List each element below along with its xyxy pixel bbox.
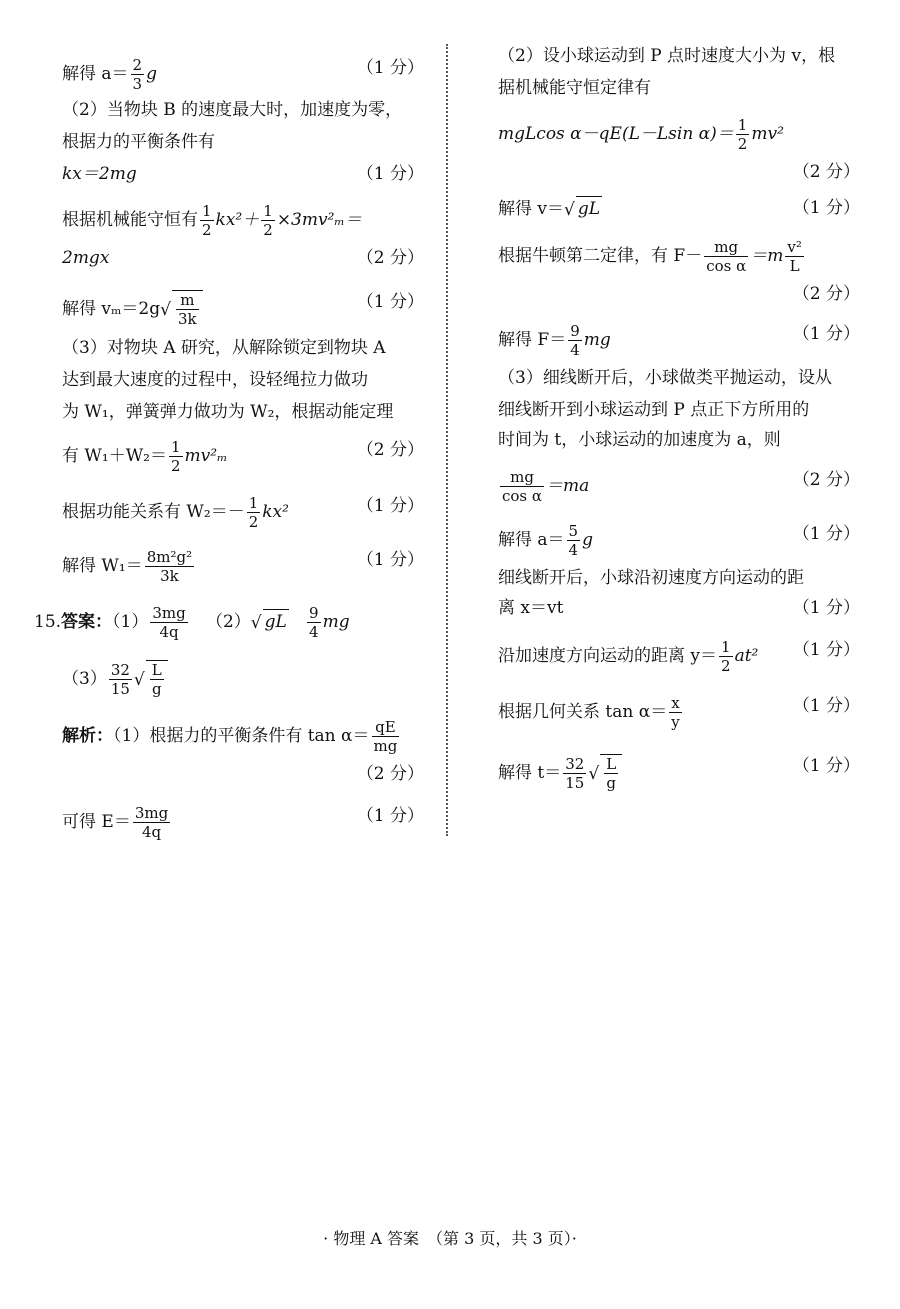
- score: （1 分）: [792, 756, 860, 776]
- page-footer: · 物理 A 答案 （第 3 页，共 3 页）·: [323, 1229, 577, 1248]
- eq-newton: 根据牛顿第二定律，有 F－ $\frac{mg}{\text{cos α}}$ ＝m $\frac{\text{v²}}{L}$: [498, 238, 802, 275]
- score: （1 分）: [792, 524, 860, 544]
- score: （2 分）: [356, 440, 424, 460]
- eq-v: 解得 v＝√ gL （1 分）: [498, 198, 860, 220]
- score: （2 分）: [356, 248, 424, 268]
- text-line: 为 W₁，弹簧弹力做功为 W₂，根据动能定理: [62, 402, 394, 422]
- text-line: 细线断开到小球运动到 P 点正下方所用的: [498, 400, 810, 420]
- text-line: 时间为 t，小球运动的加速度为 a，则: [498, 430, 781, 450]
- answer-15: 15.答案：（1） $\frac{3mg}{4q}$ （2）√ gL $\frac{9}{4}$ mg: [34, 604, 350, 641]
- text-line: 达到最大速度的过程中，设轻绳拉力做功: [62, 370, 368, 390]
- text-line: 据机械能守恒定律有: [498, 78, 651, 98]
- score: （1 分）: [792, 696, 860, 716]
- score: （1 分）: [356, 550, 424, 570]
- score: （1 分）: [356, 496, 424, 516]
- score: （1 分）: [792, 324, 860, 344]
- score: （1 分）: [356, 292, 424, 312]
- score: （1 分）: [356, 164, 424, 184]
- answer-15-3: （3） $\frac{32}{15}$ √ $\frac{L}{g}$: [62, 660, 262, 698]
- score: （2 分）: [356, 764, 424, 784]
- eq-ma: $\frac{mg}{\text{cos α}}$ ＝ma （2 分）: [502, 468, 860, 505]
- score: （2 分）: [792, 470, 860, 490]
- column-divider: [446, 44, 448, 836]
- eq-work: 有 W₁＋W₂＝ $\frac{1}{2}$ mv²ₘ （2 分）: [62, 438, 424, 475]
- score: （2 分）: [792, 162, 860, 182]
- text-line: 细线断开后，小球沿初速度方向运动的距: [498, 568, 804, 588]
- text-line: （3）细线断开后，小球做类平抛运动，设从: [498, 368, 832, 388]
- text-line: 根据力的平衡条件有: [62, 132, 215, 152]
- fraction: $\frac{2}{3}$: [132, 56, 143, 93]
- text-line: （2）当物块 B 的速度最大时，加速度为零，: [62, 100, 403, 120]
- text: 解得 a＝: [62, 64, 129, 84]
- text-line: （3）对物块 A 研究，从解除锁定到物块 A: [62, 338, 386, 358]
- eq-a2: 解得 a＝ $\frac{5}{4}$ g （1 分）: [498, 522, 860, 559]
- eq-2mgx: 2mgx （2 分）: [62, 248, 424, 268]
- eq-x: 离 x＝vt （1 分）: [498, 598, 860, 618]
- eq-F: 解得 F＝ $\frac{9}{4}$ mg （1 分）: [498, 322, 860, 359]
- answer-label: 答案：: [61, 612, 113, 632]
- eq-energy: 根据机械能守恒有 $\frac{1}{2}$ kx²＋ $\frac{1}{2}$ ×3mv²ₘ＝: [62, 202, 362, 239]
- score: （1 分）: [792, 198, 860, 218]
- text-line: （2）设小球运动到 P 点时速度大小为 v，根: [498, 46, 836, 66]
- eq-tan: 根据几何关系 tan α＝ $\frac{x}{y}$ （1 分）: [498, 694, 860, 731]
- eq-y: 沿加速度方向运动的距离 y＝ $\frac{1}{2}$ at² （1 分）: [498, 638, 860, 675]
- eq-w1: 解得 W₁＝ $\frac{\text{8m²g²}}{3k}$ （1 分）: [62, 548, 424, 585]
- score: （2 分）: [792, 284, 860, 304]
- score: （1 分）: [356, 806, 424, 826]
- question-number: 15.: [34, 612, 62, 632]
- eq-t: 解得 t＝ $\frac{32}{15}$ √ $\frac{L}{g}$ （1 分）: [498, 755, 860, 792]
- eq-w2: 根据功能关系有 W₂＝－ $\frac{1}{2}$ kx² （1 分）: [62, 494, 424, 531]
- analysis-1: 解析：（1）根据力的平衡条件有 tan α＝ $\frac{qE}{mg}$: [62, 718, 398, 755]
- eq-a: 解得 a＝ $\frac{2}{3}$ g （1 分）: [62, 56, 424, 93]
- eq-E: 可得 E＝ $\frac{3mg}{4q}$ （1 分）: [62, 804, 424, 841]
- eq-kx: kx＝2mg （1 分）: [62, 164, 424, 184]
- score: （1 分）: [356, 58, 424, 78]
- score: （1 分）: [792, 640, 860, 660]
- score: （1 分）: [792, 598, 860, 618]
- eq-vm: 解得 vₘ＝2g√ $\frac{m}{3k}$ （1 分）: [62, 291, 424, 328]
- eq-energy-2: mgLcos α－qE(L－Lsin α)＝ $\frac{1}{2}$ mv²: [498, 116, 784, 153]
